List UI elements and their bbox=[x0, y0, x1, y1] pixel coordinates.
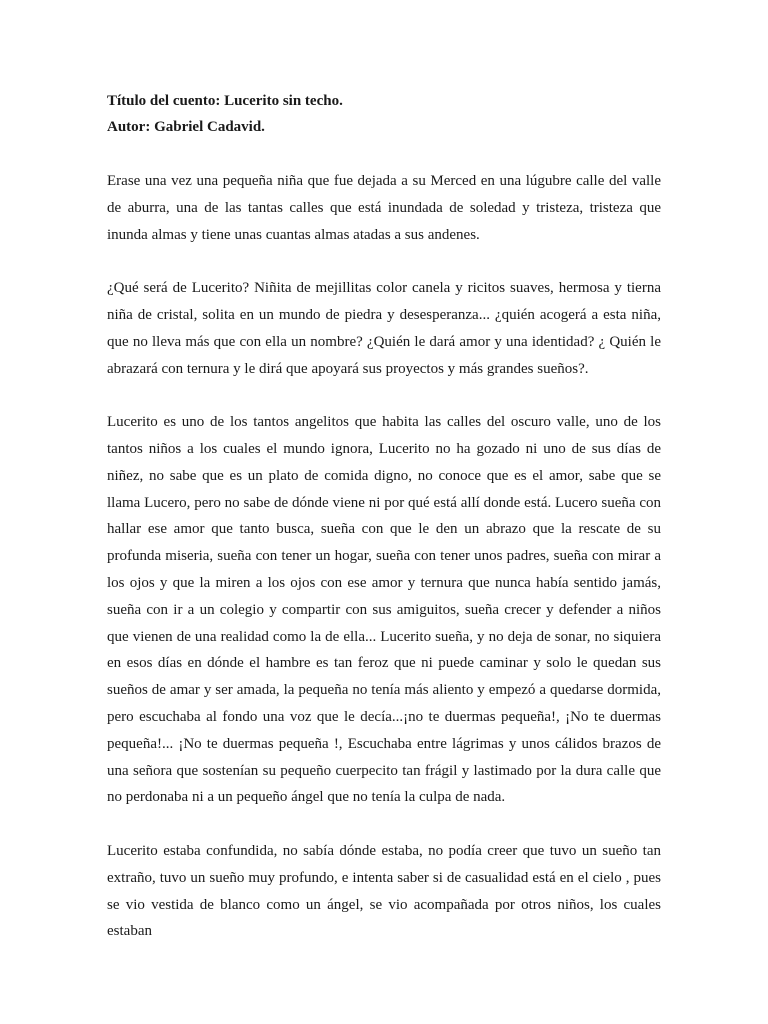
story-title: Título del cuento: Lucerito sin techo. bbox=[107, 93, 343, 109]
paragraph-2: ¿Qué será de Lucerito? Niñita de mejillitas color canela y ricitos suaves, hermosa y tierna niña de cristal, solita en un mundo de piedra y desesperanza... ¿quién acogerá a esta niña, que no lleva más que con ella un nombre? ¿Quién le dará amor y una identidad? ¿ Quién le abrazará con ternura y le dirá que apoyará sus proyectos y más grandes sueños?. bbox=[107, 280, 661, 377]
story-author: Autor: Gabriel Cadavid. bbox=[107, 119, 265, 135]
paragraph-1: Erase una vez una pequeña niña que fue dejada a su Merced en una lúgubre calle del valle de aburra, una de las tantas calles que está inundada de soledad y tristeza, tristeza que inunda almas y tiene unas cuantas almas atadas a sus andenes. bbox=[107, 173, 661, 243]
document-page bbox=[107, 88, 661, 945]
paragraph-3: Lucerito es uno de los tantos angelitos que habita las calles del oscuro valle, uno de los tantos niños a los cuales el mundo ignora, Lucerito no ha gozado ni uno de sus días de niñez, no sabe que es un plato de comida digno, no conoce que es el amor, sabe que se llama Lucero, pero no sabe de dónde viene ni por qué está allí donde está. Lucero sueña con hallar ese amor que tanto busca, sueña con que le den un abrazo que la rescate de su profunda miseria, sueña con tener un hogar, sueña con tener unos padres, sueña con mirar a los ojos y que la miren a los ojos con ese amor y ternura que nunca había sentido jamás, sueña con ir a un colegio y compartir con sus amiguitos, sueña crecer y defender a niños que vienen de una realidad como la de ella... Lucerito sueña, y no deja de sonar, no siquiera en esos días en dónde el hambre es tan feroz que ni puede caminar y solo le quedan sus sueños de amar y ser amada, la pequeña no tenía más aliento y empezó a quedarse dormida, pero escuchaba al fondo una voz que le decía...¡no te duermas pequeña!, ¡No te duermas pequeña!... ¡No te duermas pequeña !, Escuchaba entre lágrimas y unos cálidos brazos de una señora que sostenían su pequeño cuerpecito tan frágil y lastimado por la dura calle que no perdonaba ni a un pequeño ángel que no tenía la culpa de nada. bbox=[107, 414, 661, 806]
paragraph-4: Lucerito estaba confundida, no sabía dónde estaba, no podía creer que tuvo un sueño tan extraño, tuvo un sueño muy profundo, e intenta saber si de casualidad está en el cielo , pues se vio vestida de blanco como un ángel, se vio acompañada por otros niños, los cuales estaban bbox=[107, 842, 661, 940]
